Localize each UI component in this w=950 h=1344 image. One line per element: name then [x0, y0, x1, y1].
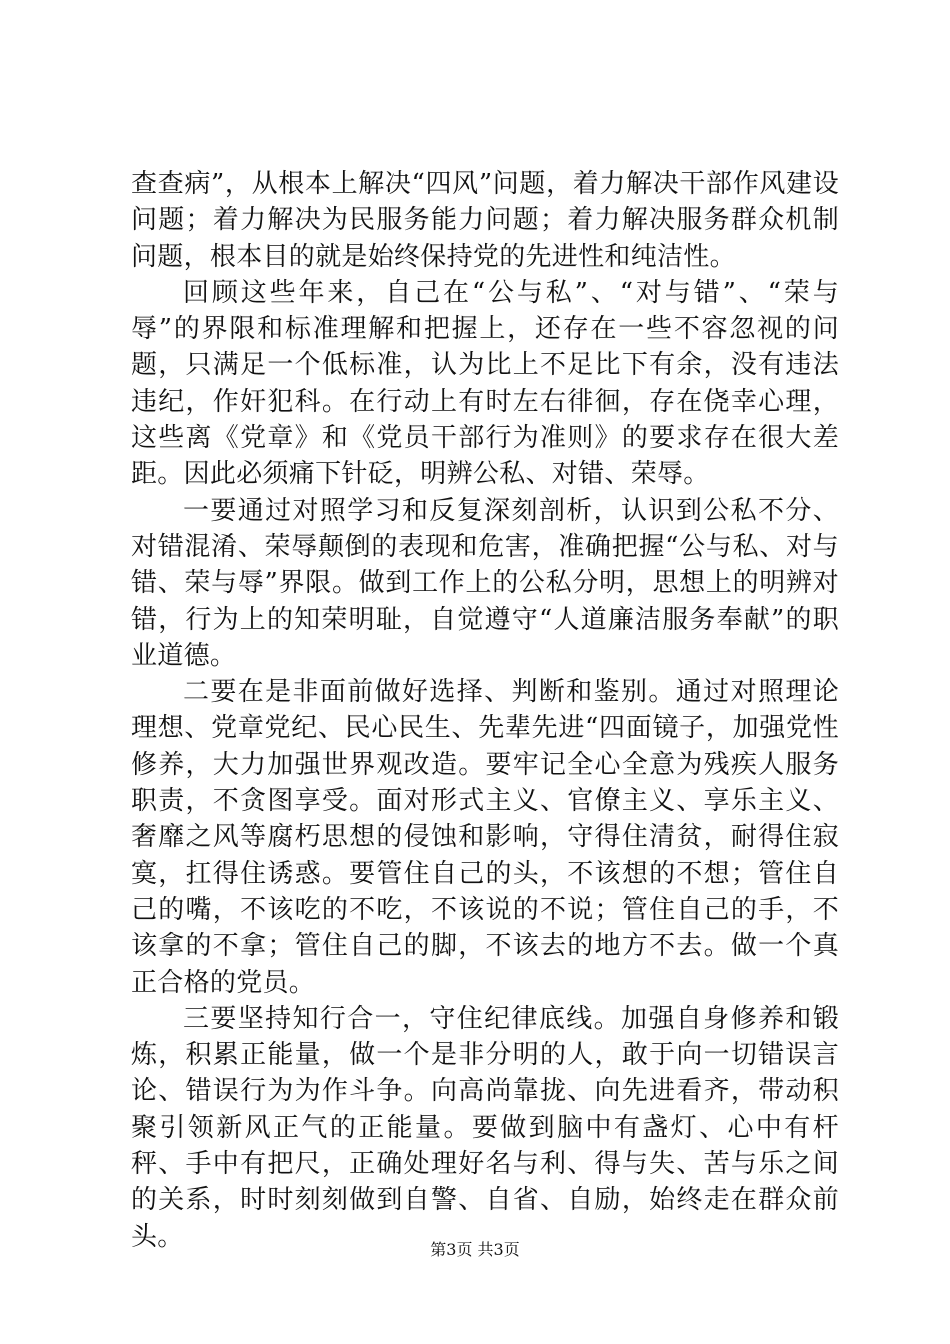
paragraph-3: 一要通过对照学习和反复深刻剖析，认识到公私不分、对错混淆、荣辱颠倒的表现和危害，准确把握“公与私、对与错、荣与辱”界限。做到工作上的公私分明，思想上的明辨对错，行为上的知荣明耻，自觉遵守“人道廉洁服务奉献”的职业道德。 — [131, 495, 839, 671]
page-number-label: 第3页 共3页 — [430, 1240, 520, 1259]
paragraph-2: 回顾这些年来，自己在“公与私”、“对与错”、“荣与辱”的界限和标准理解和把握上，还存在一些不容忽视的问题，只满足一个低标准，认为比上不足比下有余，没有违法违纪，作奸犯科。在行动上有时左右徘徊，存在侥幸心理，这些离《党章》和《党员干部行为准则》的要求存在很大差距。因此必须痛下针砭，明辨公私、对错、荣辱。 — [131, 277, 839, 490]
paragraph-1: 查查病”，从根本上解决“四风”问题，着力解决干部作风建设问题；着力解决为民服务能力问题；着力解决服务群众机制问题，根本目的就是始终保持党的先进性和纯洁性。 — [131, 169, 839, 272]
document-body — [131, 166, 839, 1255]
paragraph-5: 三要坚持知行合一，守住纪律底线。加强自身修养和锻炼，积累正能量，做一个是非分明的人，敢于向一切错误言论、错误行为为作斗争。向高尚靠拢、向先进看齐，带动积聚引领新风正气的正能量。要做到脑中有盏灯、心中有杆秤、手中有把尺，正确处理好名与利、得与失、苦与乐之间的关系，时时刻刻做到自警、自省、自励，始终走在群众前头。 — [131, 1003, 839, 1252]
page-footer — [0, 1240, 950, 1260]
paragraph-4: 二要在是非面前做好选择、判断和鉴别。通过对照理论理想、党章党纪、民心民生、先辈先进“四面镜子，加强党性修养，大力加强世界观改造。要牢记全心全意为残疾人服务职责，不贪图享受。面对形式主义、官僚主义、享乐主义、奢靡之风等腐朽思想的侵蚀和影响，守得住清贫，耐得住寂寞，扛得住诱惑。要管住自己的头，不该想的不想；管住自己的嘴，不该吃的不吃，不该说的不说；管住自己的手，不该拿的不拿；管住自己的脚，不该去的地方不去。做一个真正合格的党员。 — [131, 677, 839, 998]
